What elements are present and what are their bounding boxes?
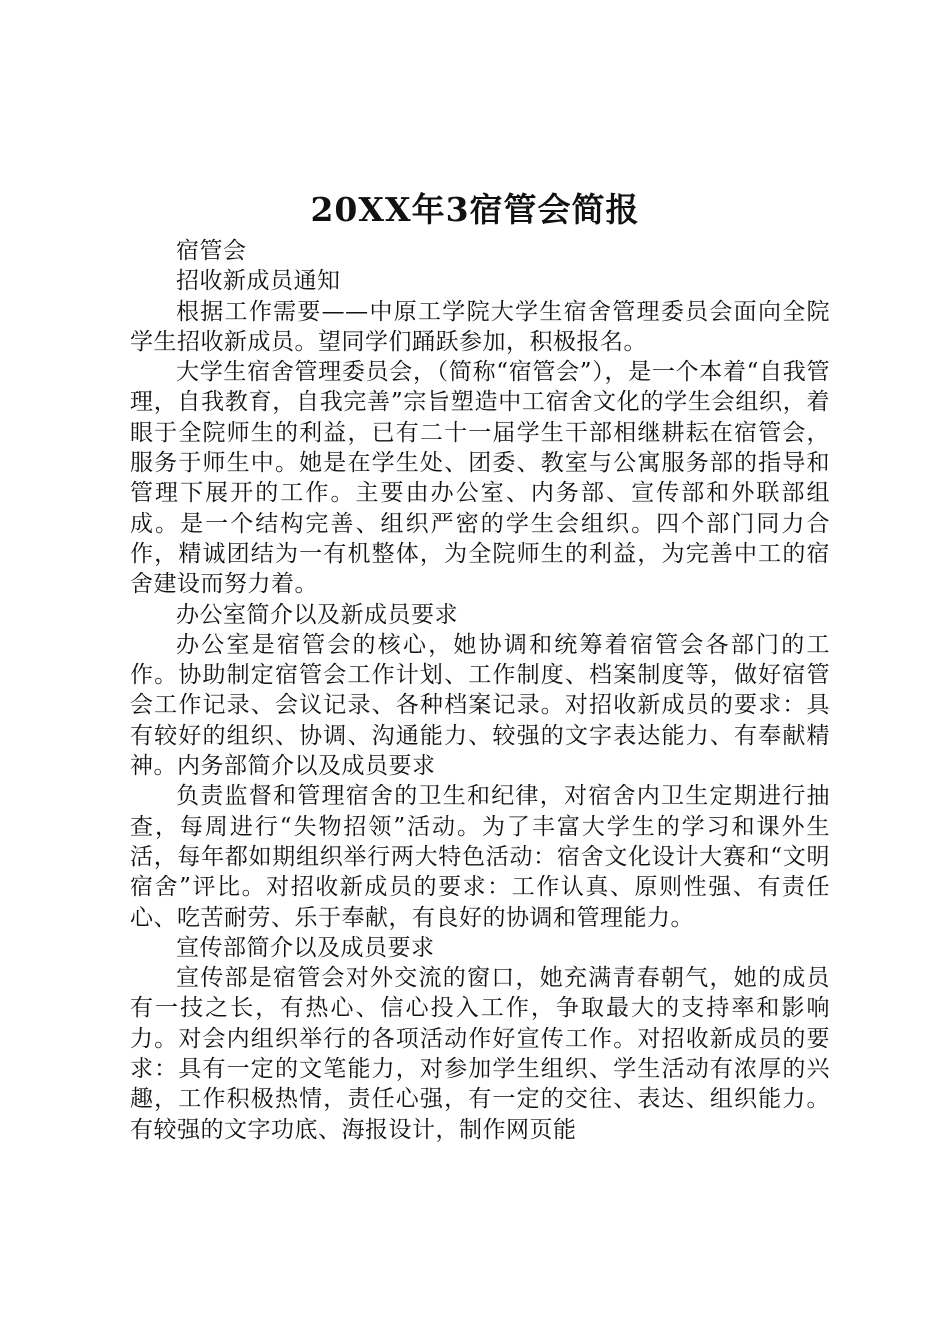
- publicity-section-heading: 宣传部简介以及成员要求: [176, 934, 435, 961]
- document-title: 20XX年3宿管会简报: [310, 190, 640, 229]
- document-body: [130, 236, 830, 1145]
- org-name-line: 宿管会: [176, 238, 247, 264]
- notice-heading: 招收新成员通知: [176, 268, 341, 295]
- internal-affairs-paragraph: 负责监督和管理宿舍的卫生和纪律，对宿舍内卫生定期进行抽查，每周进行“失物招领”活动。为了丰富大学生的学习和课外生活，每年都如期组织举行两大特色活动：宿舍文化设计大赛和“文明宿舍”评比。对招收新成员的要求：工作认真、原则性强、有责任心、吃苦耐劳、乐于奉献，有良好的协调和管理能力。: [130, 783, 830, 931]
- office-paragraph: 办公室是宿管会的核心，她协调和统筹着宿管会各部门的工作。协助制定宿管会工作计划、工作制度、档案制度等，做好宿管会工作记录、会议记录、各种档案记录。对招收新成员的要求：具有较好的组织、协调、沟通能力、较强的文字表达能力、有奉献精神。内务部简介以及成员要求: [130, 631, 830, 780]
- intro-paragraph: 根据工作需要——中原工学院大学生宿舍管理委员会面向全院学生招收新成员。望同学们踊跃参加，积极报名。: [130, 298, 830, 355]
- publicity-paragraph: 宣传部是宿管会对外交流的窗口，她充满青春朝气，她的成员有一技之长，有热心、信心投入工作，争取最大的支持率和影响力。对会内组织举行的各项活动作好宣传工作。对招收新成员的要求：具有一定的文笔能力，对参加学生组织、学生活动有浓厚的兴趣，工作积极热情，责任心强，有一定的交往、表达、组织能力。有较强的文字功底、海报设计，制作网页能: [130, 965, 830, 1143]
- office-section-heading: 办公室简介以及新成员要求: [176, 601, 458, 628]
- about-paragraph: 大学生宿舍管理委员会，（简称“宿管会”），是一个本着“自我管理，自我教育，自我完善”宗旨塑造中工宿舍文化的学生会组织，着眼于全院师生的利益，已有二十一届学生干部相继耕耘在宿管会，服务于师生中。她是在学生处、团委、教室与公寓服务部的指导和管理下展开的工作。主要由办公室、内务部、宣传部和外联部组成。是一个结构完善、组织严密的学生会组织。四个部门同力合作，精诚团结为一有机整体，为全院师生的利益，为完善中工的宿舍建设而努力着。: [130, 359, 830, 598]
